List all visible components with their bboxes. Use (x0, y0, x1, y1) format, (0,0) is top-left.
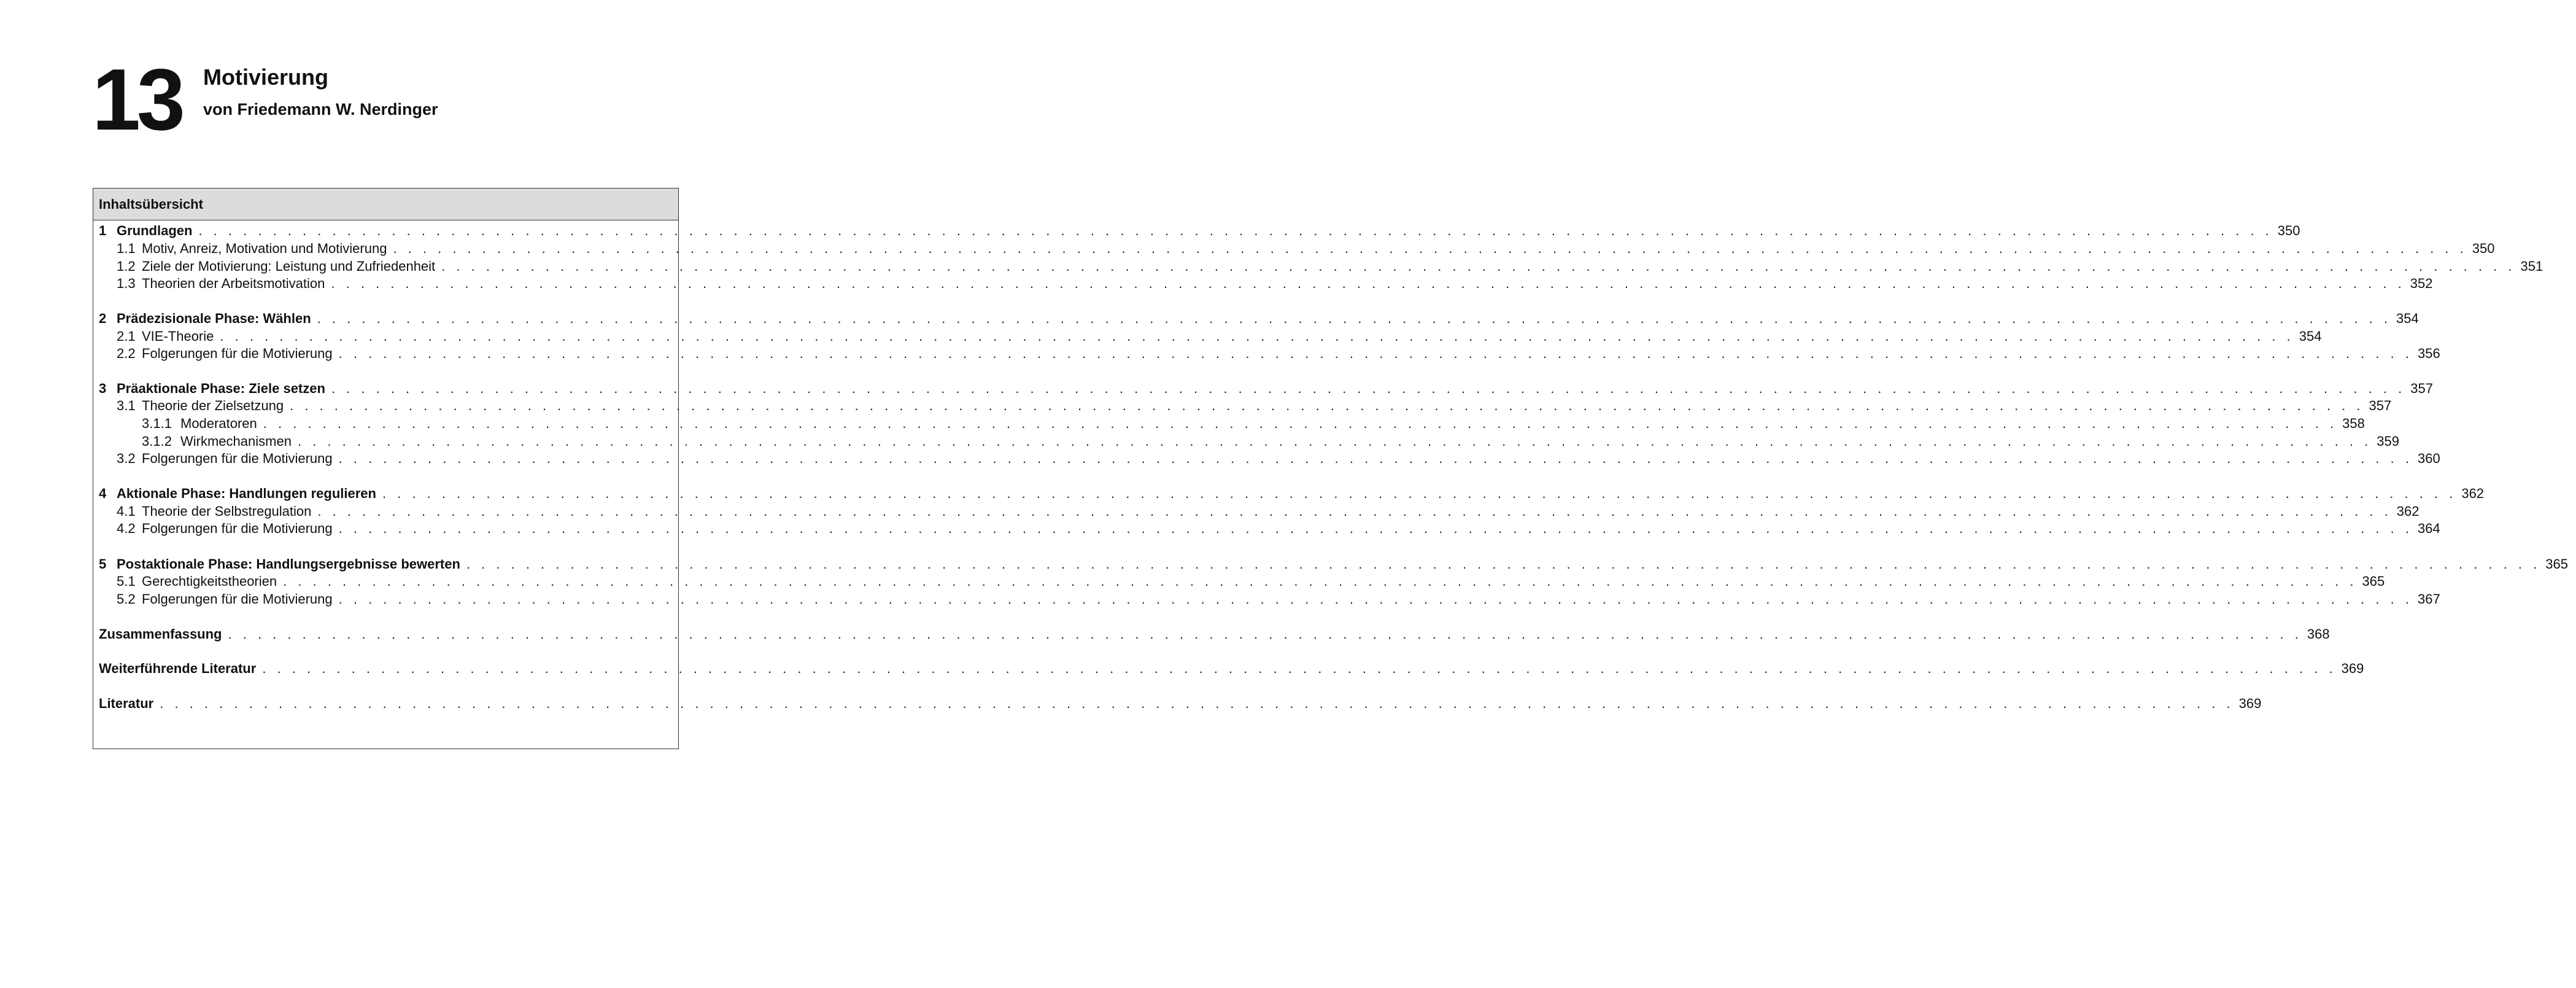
toc-entry[interactable] (93, 519, 2440, 538)
toc-entry[interactable] (93, 222, 2300, 240)
toc-leader-dots: . . . . . . . . . . . . . . . . . . . . . . . . . . . . . . . . . . . . . . . . . . . . . . . . . . . . . . . . . . . . . . . . . . . . . . . . . . . . . . . . . . . . . . . . . . . . . . . . . . . . . . . . . . . . . . . . . . . . . . . . . . . . . . . . . . . . . . . . . . . . (338, 346, 2413, 361)
toc-leader-dots: . . . . . . . . . . . . . . . . . . . . . . . . . . . . . . . . . . . . . . . . . . . . . . . . . . . . . . . . . . . . . . . . . . . . . . . . . . . . . . . . . . . . . . . . . . . . . . . . . . . . . . . . . . . . . . . . . . . . . . . . . . . . . . . . . . . . . . . . . . . . (317, 504, 2392, 519)
toc-entry-number: 1.3 (117, 276, 136, 291)
toc-entry-label: Theorie der Selbstregulation (142, 504, 312, 519)
toc-entry-label: Folgerungen für die Motivierung (142, 451, 333, 466)
toc-entry-page: 360 (2417, 451, 2440, 466)
toc-entry-page: 362 (2396, 504, 2419, 519)
toc-entry-number: 5.2 (117, 591, 136, 607)
toc-entry[interactable] (93, 449, 2440, 468)
toc-entry-label: Aktionale Phase: Handlungen regulieren (117, 486, 376, 501)
toc-entry-page: 357 (2369, 398, 2392, 413)
toc-leader-dots: . . . . . . . . . . . . . . . . . . . . . . . . . . . . . . . . . . . . . . . . . . . . . . . . . . . . . . . . . . . . . . . . . . . . . . . . . . . . . . . . . . . . . . . . . . . . . . . . . . . . . . . . . . . . . . . . . . . . . . . . . . . . . . . . . . . . . . . . . . . . (331, 276, 2405, 291)
toc-leader-dots: . . . . . . . . . . . . . . . . . . . . . . . . . . . . . . . . . . . . . . . . . . . . . . . . . . . . . . . . . . . . . . . . . . . . . . . . . . . . . . . . . . . . . . . . . . . . . . . . . . . . . . . . . . . . . . . . . . . . . . . . . . . . . . . . . . . . . . . . . . . . (331, 381, 2406, 396)
toc-entry-number: 3.1 (117, 398, 136, 413)
toc-leader-dots: . . . . . . . . . . . . . . . . . . . . . . . . . . . . . . . . . . . . . . . . . . . . . . . . . . . . . . . . . . . . . . . . . . . . . . . . . . . . . . . . . . . . . . . . . . . . . . . . . . . . . . . . . . . . . . . . . . . . . . . . . . . . . . . . . . . . . . . . . . . . (338, 521, 2413, 536)
chapter-author: von Friedemann W. Nerdinger (203, 100, 438, 119)
toc-entry[interactable] (93, 694, 2262, 713)
toc-entry-page: 364 (2417, 521, 2440, 536)
toc-entry-number: 3.1.2 (142, 434, 172, 449)
toc-entry-number: 1 (99, 223, 107, 238)
toc-entry[interactable] (93, 590, 2440, 609)
toc-entry-number: 1.1 (117, 241, 136, 256)
toc-entry-label: VIE-Theorie (142, 329, 214, 344)
toc-entry-page: 369 (2238, 696, 2262, 711)
toc-entry-page: 354 (2299, 329, 2322, 344)
toc-entry-label: Motiv, Anreiz, Motivation und Motivierung (142, 241, 387, 256)
toc-entry-label: Theorien der Arbeitsmotivation (142, 276, 325, 291)
toc-leader-dots: . . . . . . . . . . . . . . . . . . . . . . . . . . . . . . . . . . . . . . . . . . . . . . . . . . . . . . . . . . . . . . . . . . . . . . . . . . . . . . . . . . . . . . . . . . . . . . . . . . . . . . . . . . . . . . . . . . . . . . . . . . . . . . . . . . . . . . . . . . . . (263, 416, 2338, 431)
toc-entry[interactable] (93, 659, 2364, 678)
toc-entry[interactable] (93, 309, 2419, 328)
toc-leader-dots: . . . . . . . . . . . . . . . . . . . . . . . . . . . . . . . . . . . . . . . . . . . . . . . . . . . . . . . . . . . . . . . . . . . . . . . . . . . . . . . . . . . . . . . . . . . . . . . . . . . . . . . . . . . . . . . . . . . . . . . . . . . . . . . . . . . . . . . . . . . . (338, 591, 2413, 607)
toc-entry-page: 362 (2461, 486, 2485, 501)
toc-leader-dots: . . . . . . . . . . . . . . . . . . . . . . . . . . . . . . . . . . . . . . . . . . . . . . . . . . . . . . . . . . . . . . . . . . . . . . . . . . . . . . . . . . . . . . . . . . . . . . . . . . . . . . . . . . . . . . . . . . . . . . . . . . . . . . . . . . . . . . . . . . . . (393, 241, 2467, 256)
toc-entry-number: 4.1 (117, 504, 136, 519)
toc-entry-label: Zusammenfassung (99, 626, 222, 642)
toc-entry-page: 359 (2377, 434, 2399, 449)
toc-entry-label: Präaktionale Phase: Ziele setzen (117, 381, 325, 396)
toc-leader-dots: . . . . . . . . . . . . . . . . . . . . . . . . . . . . . . . . . . . . . . . . . . . . . . . . . . . . . . . . . . . . . . . . . . . . . . . . . . . . . . . . . . . . . . . . . . . . . . . . . . . . . . . . . . . . . . . . . . . . . . . . . . . . . . . . . . . . . . . . . . . . (198, 223, 2273, 238)
toc-entry-number: 2 (99, 311, 107, 326)
toc-leader-dots: . . . . . . . . . . . . . . . . . . . . . . . . . . . . . . . . . . . . . . . . . . . . . . . . . . . . . . . . . . . . . . . . . . . . . . . . . . . . . . . . . . . . . . . . . . . . . . . . . . . . . . . . . . . . . . . . . . . . . . . . . . . . . . . . . . . . . . . . . . . . (317, 311, 2392, 326)
toc-leader-dots: . . . . . . . . . . . . . . . . . . . . . . . . . . . . . . . . . . . . . . . . . . . . . . . . . . . . . . . . . . . . . . . . . . . . . . . . . . . . . . . . . . . . . . . . . . . . . . . . . . . . . . . . . . . . . . . . . . . . . . . . . . . . . . . . . . . . . . . . . . . . (160, 696, 2234, 711)
chapter-number: 13 (92, 51, 182, 149)
toc-entry-label: Folgerungen für die Motivierung (142, 346, 333, 361)
toc-entry-label: Moderatoren (180, 416, 257, 431)
toc-entry-page: 369 (2341, 661, 2364, 676)
toc-entry-page: 357 (2410, 381, 2433, 396)
toc-leader-dots: . . . . . . . . . . . . . . . . . . . . . . . . . . . . . . . . . . . . . . . . . . . . . . . . . . . . . . . . . . . . . . . . . . . . . . . . . . . . . . . . . . . . . . . . . . . . . . . . . . . . . . . . . . . . . . . . . . . . . . . . . . . . . . . . . . . . . . . . . . . . (441, 259, 2516, 274)
toc-leader-dots: . . . . . . . . . . . . . . . . . . . . . . . . . . . . . . . . . . . . . . . . . . . . . . . . . . . . . . . . . . . . . . . . . . . . . . . . . . . . . . . . . . . . . . . . . . . . . . . . . . . . . . . . . . . . . . . . . . . . . . . . . . . . . . . . . . . . . . . . . . . . (228, 626, 2302, 642)
toc-entry-label: Wirkmechanismen (180, 434, 292, 449)
toc-entry[interactable] (93, 397, 2392, 415)
toc-entry-label: Gerechtigkeitstheorien (142, 574, 277, 589)
toc-leader-dots: . . . . . . . . . . . . . . . . . . . . . . . . . . . . . . . . . . . . . . . . . . . . . . . . . . . . . . . . . . . . . . . . . . . . . . . . . . . . . . . . . . . . . . . . . . . . . . . . . . . . . . . . . . . . . . . . . . . . . . . . . . . . . . . . . . . . . . . . . . . . (466, 556, 2541, 572)
toc-entry-page: 354 (2396, 311, 2419, 326)
toc-leader-dots: . . . . . . . . . . . . . . . . . . . . . . . . . . . . . . . . . . . . . . . . . . . . . . . . . . . . . . . . . . . . . . . . . . . . . . . . . . . . . . . . . . . . . . . . . . . . . . . . . . . . . . . . . . . . . . . . . . . . . . . . . . . . . . . . . . . . . . . . . . . . (297, 434, 2372, 449)
toc-entry-label: Postaktionale Phase: Handlungsergebnisse bewerten (117, 556, 460, 572)
toc-entry[interactable] (93, 344, 2440, 363)
toc-leader-dots: . . . . . . . . . . . . . . . . . . . . . . . . . . . . . . . . . . . . . . . . . . . . . . . . . . . . . . . . . . . . . . . . . . . . . . . . . . . . . . . . . . . . . . . . . . . . . . . . . . . . . . . . . . . . . . . . . . . . . . . . . . . . . . . . . . . . . . . . . . . . (283, 574, 2357, 589)
toc-entry-label: Literatur (99, 696, 154, 711)
toc-entry-page: 356 (2417, 346, 2440, 361)
toc-entry[interactable] (93, 379, 2433, 398)
toc-entry[interactable] (93, 572, 2385, 591)
toc-entry-number: 4 (99, 486, 107, 501)
toc-entry[interactable] (93, 257, 2543, 276)
toc-entry[interactable] (93, 274, 2433, 293)
toc-entry-number: 2.2 (117, 346, 136, 361)
toc-entry-number: 3.1.1 (142, 416, 172, 431)
toc-entry-page: 350 (2277, 223, 2300, 238)
toc-entry-number: 3.2 (117, 451, 136, 466)
toc-entry[interactable] (93, 625, 2330, 644)
toc-entry-page: 368 (2307, 626, 2330, 642)
toc-entry-label: Folgerungen für die Motivierung (142, 591, 333, 607)
toc-entry-number: 4.2 (117, 521, 136, 536)
toc-list (93, 189, 2568, 749)
toc-leader-dots: . . . . . . . . . . . . . . . . . . . . . . . . . . . . . . . . . . . . . . . . . . . . . . . . . . . . . . . . . . . . . . . . . . . . . . . . . . . . . . . . . . . . . . . . . . . . . . . . . . . . . . . . . . . . . . . . . . . . . . . . . . . . . . . . . . . . . . . . . . . . (220, 329, 2294, 344)
toc-entry-label: Folgerungen für die Motivierung (142, 521, 333, 536)
toc-entry[interactable] (93, 484, 2485, 503)
toc-entry[interactable] (93, 555, 2568, 574)
toc-entry-page: 365 (2362, 574, 2385, 589)
toc-leader-dots: . . . . . . . . . . . . . . . . . . . . . . . . . . . . . . . . . . . . . . . . . . . . . . . . . . . . . . . . . . . . . . . . . . . . . . . . . . . . . . . . . . . . . . . . . . . . . . . . . . . . . . . . . . . . . . . . . . . . . . . . . . . . . . . . . . . . . . . . . . . . (338, 451, 2413, 466)
toc-leader-dots: . . . . . . . . . . . . . . . . . . . . . . . . . . . . . . . . . . . . . . . . . . . . . . . . . . . . . . . . . . . . . . . . . . . . . . . . . . . . . . . . . . . . . . . . . . . . . . . . . . . . . . . . . . . . . . . . . . . . . . . . . . . . . . . . . . . . . . . . . . . . (382, 486, 2457, 501)
toc-entry[interactable] (93, 414, 2365, 433)
toc-entry-number: 2.1 (117, 329, 136, 344)
toc-entry-page: 358 (2342, 416, 2365, 431)
toc-entry-number: 5 (99, 556, 107, 572)
toc-entry-page: 352 (2410, 276, 2433, 291)
toc-entry[interactable] (93, 502, 2419, 521)
chapter-title: Motivierung (203, 64, 328, 90)
toc-entry-label: Grundlagen (117, 223, 193, 238)
toc-entry[interactable] (93, 327, 2322, 346)
toc-entry-number: 5.1 (117, 574, 136, 589)
toc-entry[interactable] (93, 239, 2495, 258)
toc-leader-dots: . . . . . . . . . . . . . . . . . . . . . . . . . . . . . . . . . . . . . . . . . . . . . . . . . . . . . . . . . . . . . . . . . . . . . . . . . . . . . . . . . . . . . . . . . . . . . . . . . . . . . . . . . . . . . . . . . . . . . . . . . . . . . . . . . . . . . . . . . . . . (290, 398, 2364, 413)
toc-entry-label: Ziele der Motivierung: Leistung und Zufriedenheit (142, 259, 436, 274)
toc-entry-number: 1.2 (117, 259, 136, 274)
toc-entry-label: Prädezisionale Phase: Wählen (117, 311, 311, 326)
toc-entry-page: 365 (2545, 556, 2568, 572)
toc-entry[interactable] (93, 432, 2399, 451)
toc-header: Inhaltsübersicht (93, 189, 678, 220)
table-of-contents (93, 188, 2568, 749)
toc-leader-dots: . . . . . . . . . . . . . . . . . . . . . . . . . . . . . . . . . . . . . . . . . . . . . . . . . . . . . . . . . . . . . . . . . . . . . . . . . . . . . . . . . . . . . . . . . . . . . . . . . . . . . . . . . . . . . . . . . . . . . . . . . . . . . . . . . . . . . . . . . . . . (262, 661, 2337, 676)
toc-entry-page: 351 (2520, 259, 2543, 274)
toc-entry-number: 3 (99, 381, 107, 396)
toc-entry-label: Weiterführende Literatur (99, 661, 257, 676)
toc-entry-label: Theorie der Zielsetzung (142, 398, 284, 413)
toc-entry-page: 350 (2472, 241, 2495, 256)
toc-entry-page: 367 (2417, 591, 2440, 607)
